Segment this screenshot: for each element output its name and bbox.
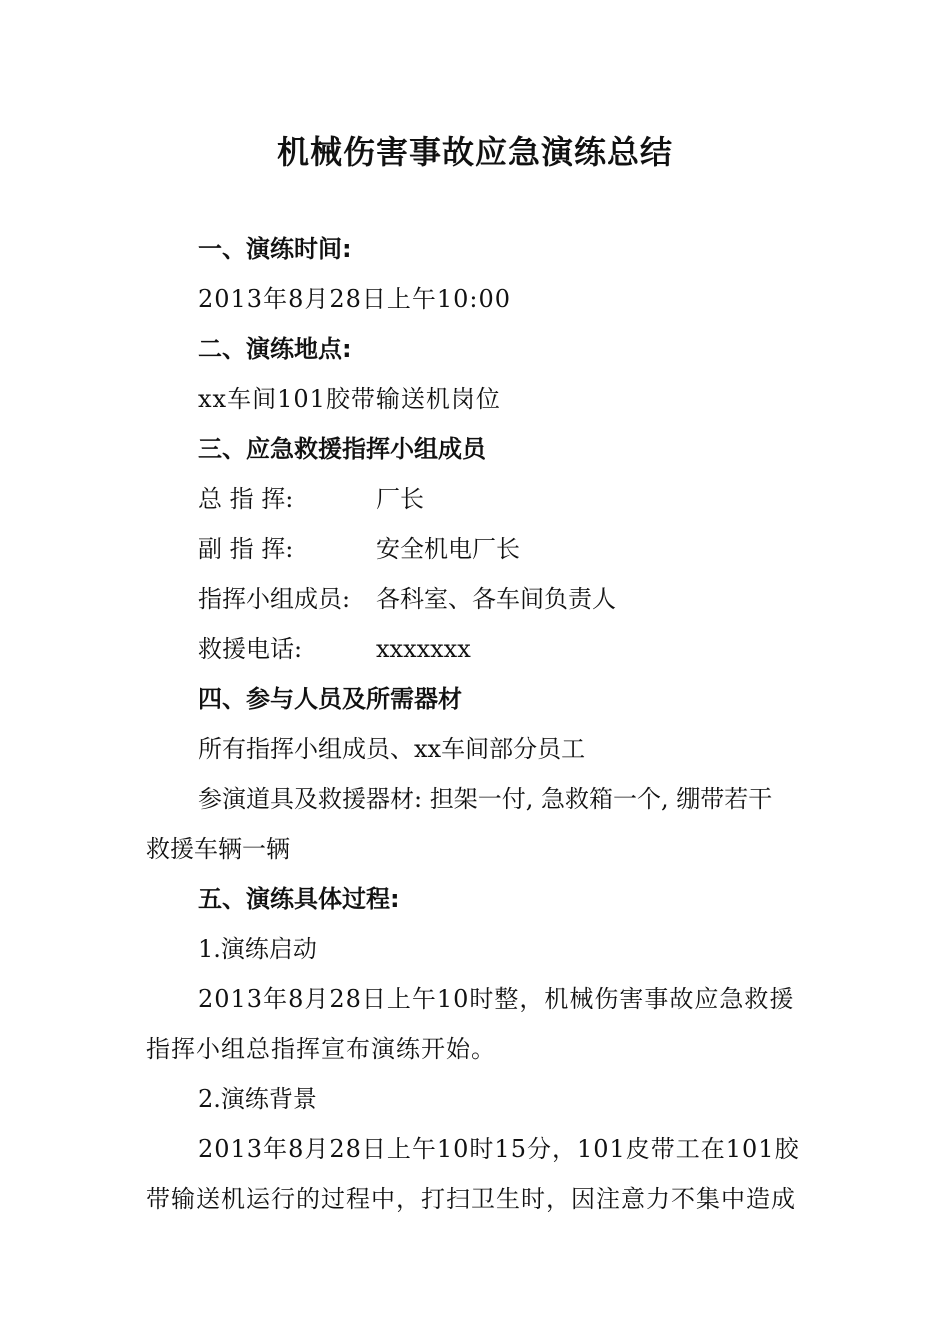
- member-role: 救援电话:: [198, 635, 303, 663]
- member-role: 总 指 挥:: [198, 485, 294, 513]
- member-row: [198, 584, 616, 614]
- member-role: 指挥小组成员:: [198, 585, 351, 613]
- participants-text: 所有指挥小组成员、xx车间部分员工: [198, 735, 586, 763]
- member-row: [198, 484, 424, 514]
- section-2-heading: 二、演练地点:: [198, 335, 352, 363]
- member-row: [198, 634, 471, 664]
- subsection-1-heading: 1.演练启动: [198, 935, 317, 963]
- drill-time: 2013年8月28日上午10:00: [198, 285, 512, 313]
- member-role: 副 指 挥:: [198, 535, 294, 563]
- process-text-2-line-2: 带输送机运行的过程中，打扫卫生时，因注意力不集中造成: [146, 1185, 796, 1213]
- drill-location: xx车间101胶带输送机岗位: [198, 385, 501, 413]
- member-name: xxxxxxx: [376, 635, 471, 663]
- section-5-heading: 五、演练具体过程:: [198, 885, 400, 913]
- member-name: 安全机电厂长: [376, 535, 520, 563]
- document-title: 机械伤害事故应急演练总结: [276, 133, 673, 171]
- member-row: [198, 534, 520, 564]
- member-name: 厂长: [376, 485, 424, 513]
- process-text-1-line-1: 2013年8月28日上午10时整，机械伤害事故应急救援: [198, 985, 795, 1013]
- equipment-text-line-2: 救援车辆一辆: [146, 835, 290, 863]
- process-text-2-line-1: 2013年8月28日上午10时15分，101皮带工在101胶: [198, 1135, 800, 1163]
- section-3-heading: 三、应急救援指挥小组成员: [198, 435, 486, 463]
- process-text-1-line-2: 指挥小组总指挥宣布演练开始。: [146, 1035, 496, 1063]
- subsection-2-heading: 2.演练背景: [198, 1085, 317, 1113]
- member-name: 各科室、各车间负责人: [376, 585, 616, 613]
- equipment-text-line-1: 参演道具及救援器材: 担架一付, 急救箱一个, 绷带若干: [198, 785, 773, 813]
- section-1-heading: 一、演练时间:: [198, 235, 352, 263]
- section-4-heading: 四、参与人员及所需器材: [198, 685, 462, 713]
